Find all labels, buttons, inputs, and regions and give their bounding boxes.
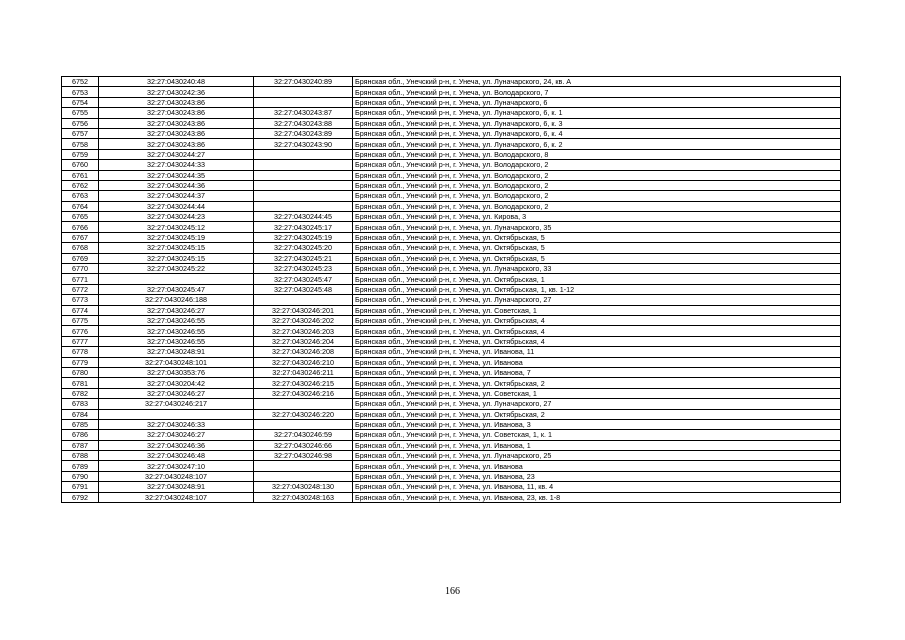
row-number-cell: 6787: [62, 440, 99, 450]
address-cell: Брянская обл., Унечский р-н, г. Унеча, ул. Луначарского, 6, к. 4: [353, 128, 841, 138]
row-number-cell: 6784: [62, 409, 99, 419]
row-number-cell: 6776: [62, 326, 99, 336]
linked-cadastral-number-cell: 32:27:0430243:88: [254, 118, 353, 128]
row-number-cell: 6759: [62, 149, 99, 159]
address-cell: Брянская обл., Унечский р-н, г. Унеча, ул. Володарского, 8: [353, 149, 841, 159]
address-cell: Брянская обл., Унечский р-н, г. Унеча, ул. Октябрьская, 4: [353, 326, 841, 336]
row-number-cell: 6785: [62, 419, 99, 429]
table-row: [62, 482, 841, 492]
address-cell: Брянская обл., Унечский р-н, г. Унеча, ул. Советская, 1: [353, 388, 841, 398]
table-row: [62, 451, 841, 461]
table-row: [62, 253, 841, 263]
cadastral-number-cell: 32:27:0430247:10: [99, 461, 254, 471]
linked-cadastral-number-cell: 32:27:0430245:19: [254, 232, 353, 242]
table-row: [62, 232, 841, 242]
linked-cadastral-number-cell: [254, 170, 353, 180]
row-number-cell: 6766: [62, 222, 99, 232]
cadastral-number-cell: 32:27:0430248:101: [99, 357, 254, 367]
row-number-cell: 6772: [62, 284, 99, 294]
row-number-cell: 6760: [62, 160, 99, 170]
row-number-cell: 6774: [62, 305, 99, 315]
table-row: [62, 191, 841, 201]
linked-cadastral-number-cell: 32:27:0430246:98: [254, 451, 353, 461]
address-cell: Брянская обл., Унечский р-н, г. Унеча, ул. Володарского, 2: [353, 160, 841, 170]
row-number-cell: 6778: [62, 347, 99, 357]
address-cell: Брянская обл., Унечский р-н, г. Унеча, ул. Октябрьская, 1, кв. 1-12: [353, 284, 841, 294]
table-row: [62, 212, 841, 222]
table-row: [62, 97, 841, 107]
cadastral-number-cell: 32:27:0430244:33: [99, 160, 254, 170]
linked-cadastral-number-cell: [254, 399, 353, 409]
row-number-cell: 6762: [62, 180, 99, 190]
table-row: [62, 264, 841, 274]
address-cell: Брянская обл., Унечский р-н, г. Унеча, ул. Володарского, 2: [353, 180, 841, 190]
cadastral-number-cell: 32:27:0430245:19: [99, 232, 254, 242]
address-cell: Брянская обл., Унечский р-н, г. Унеча, ул. Луначарского, 24, кв. А: [353, 77, 841, 87]
table-row: [62, 315, 841, 325]
table-row: [62, 388, 841, 398]
cadastral-number-cell: 32:27:0430240:48: [99, 77, 254, 87]
row-number-cell: 6754: [62, 97, 99, 107]
cadastral-number-cell: 32:27:0430242:36: [99, 87, 254, 97]
cadastral-number-cell: 32:27:0430246:27: [99, 388, 254, 398]
linked-cadastral-number-cell: 32:27:0430246:211: [254, 367, 353, 377]
linked-cadastral-number-cell: 32:27:0430246:201: [254, 305, 353, 315]
linked-cadastral-number-cell: [254, 180, 353, 190]
cadastral-number-cell: 32:27:0430248:91: [99, 482, 254, 492]
address-cell: Брянская обл., Унечский р-н, г. Унеча, ул. Иванова, 11: [353, 347, 841, 357]
table-row: [62, 492, 841, 502]
row-number-cell: 6770: [62, 264, 99, 274]
linked-cadastral-number-cell: 32:27:0430240:89: [254, 77, 353, 87]
page-number: 166: [445, 586, 460, 597]
table-row: [62, 180, 841, 190]
linked-cadastral-number-cell: 32:27:0430246:204: [254, 336, 353, 346]
table-row: [62, 222, 841, 232]
linked-cadastral-number-cell: [254, 87, 353, 97]
row-number-cell: 6769: [62, 253, 99, 263]
cadastral-number-cell: 32:27:0430246:33: [99, 419, 254, 429]
table-row: [62, 419, 841, 429]
cadastral-number-cell: 32:27:0430244:23: [99, 212, 254, 222]
row-number-cell: 6771: [62, 274, 99, 284]
cadastral-number-cell: 32:27:0430246:27: [99, 305, 254, 315]
linked-cadastral-number-cell: 32:27:0430248:130: [254, 482, 353, 492]
cadastral-number-cell: [99, 409, 254, 419]
address-cell: Брянская обл., Унечский р-н, г. Унеча, ул. Иванова: [353, 357, 841, 367]
row-number-cell: 6773: [62, 295, 99, 305]
address-cell: Брянская обл., Унечский р-н, г. Унеча, ул. Октябрьская, 5: [353, 243, 841, 253]
linked-cadastral-number-cell: [254, 160, 353, 170]
address-cell: Брянская обл., Унечский р-н, г. Унеча, ул. Советская, 1: [353, 305, 841, 315]
row-number-cell: 6782: [62, 388, 99, 398]
cadastral-number-cell: 32:27:0430204:42: [99, 378, 254, 388]
address-cell: Брянская обл., Унечский р-н, г. Унеча, ул. Советская, 1, к. 1: [353, 430, 841, 440]
row-number-cell: 6789: [62, 461, 99, 471]
table-row: [62, 336, 841, 346]
address-cell: Брянская обл., Унечский р-н, г. Унеча, ул. Володарского, 2: [353, 201, 841, 211]
linked-cadastral-number-cell: 32:27:0430245:20: [254, 243, 353, 253]
row-number-cell: 6764: [62, 201, 99, 211]
table-row: [62, 378, 841, 388]
linked-cadastral-number-cell: [254, 419, 353, 429]
cadastral-number-cell: 32:27:0430244:44: [99, 201, 254, 211]
registry-table-body: [62, 77, 841, 503]
row-number-cell: 6768: [62, 243, 99, 253]
linked-cadastral-number-cell: 32:27:0430246:220: [254, 409, 353, 419]
cadastral-number-cell: 32:27:0430353:76: [99, 367, 254, 377]
cadastral-number-cell: 32:27:0430246:55: [99, 326, 254, 336]
linked-cadastral-number-cell: [254, 191, 353, 201]
table-row: [62, 440, 841, 450]
cadastral-number-cell: [99, 274, 254, 284]
linked-cadastral-number-cell: 32:27:0430245:23: [254, 264, 353, 274]
row-number-cell: 6755: [62, 108, 99, 118]
address-cell: Брянская обл., Унечский р-н, г. Унеча, ул. Луначарского, 6, к. 3: [353, 118, 841, 128]
address-cell: Брянская обл., Унечский р-н, г. Унеча, ул. Иванова, 1: [353, 440, 841, 450]
cadastral-number-cell: 32:27:0430246:48: [99, 451, 254, 461]
cadastral-number-cell: 32:27:0430245:15: [99, 243, 254, 253]
cadastral-number-cell: 32:27:0430244:36: [99, 180, 254, 190]
address-cell: Брянская обл., Унечский р-н, г. Унеча, ул. Октябрьская, 1: [353, 274, 841, 284]
table-row: [62, 399, 841, 409]
table-row: [62, 201, 841, 211]
table-row: [62, 367, 841, 377]
row-number-cell: 6753: [62, 87, 99, 97]
linked-cadastral-number-cell: 32:27:0430246:203: [254, 326, 353, 336]
address-cell: Брянская обл., Унечский р-н, г. Унеча, ул. Октябрьская, 5: [353, 253, 841, 263]
table-row: [62, 409, 841, 419]
cadastral-number-cell: 32:27:0430244:37: [99, 191, 254, 201]
address-cell: Брянская обл., Унечский р-н, г. Унеча, ул. Володарского, 2: [353, 191, 841, 201]
table-row: [62, 139, 841, 149]
linked-cadastral-number-cell: [254, 295, 353, 305]
row-number-cell: 6777: [62, 336, 99, 346]
address-cell: Брянская обл., Унечский р-н, г. Унеча, ул. Иванова, 3: [353, 419, 841, 429]
table-row: [62, 87, 841, 97]
cadastral-number-cell: 32:27:0430243:86: [99, 128, 254, 138]
address-cell: Брянская обл., Унечский р-н, г. Унеча, ул. Володарского, 7: [353, 87, 841, 97]
linked-cadastral-number-cell: 32:27:0430246:215: [254, 378, 353, 388]
linked-cadastral-number-cell: 32:27:0430243:89: [254, 128, 353, 138]
row-number-cell: 6758: [62, 139, 99, 149]
table-row: [62, 461, 841, 471]
linked-cadastral-number-cell: 32:27:0430246:202: [254, 315, 353, 325]
cadastral-number-cell: 32:27:0430248:107: [99, 492, 254, 502]
linked-cadastral-number-cell: 32:27:0430243:90: [254, 139, 353, 149]
linked-cadastral-number-cell: [254, 471, 353, 481]
table-row: [62, 430, 841, 440]
address-cell: Брянская обл., Унечский р-н, г. Унеча, ул. Луначарского, 6, к. 1: [353, 108, 841, 118]
linked-cadastral-number-cell: 32:27:0430246:210: [254, 357, 353, 367]
table-row: [62, 471, 841, 481]
cadastral-number-cell: 32:27:0430246:36: [99, 440, 254, 450]
cadastral-number-cell: 32:27:0430243:86: [99, 139, 254, 149]
address-cell: Брянская обл., Унечский р-н, г. Унеча, ул. Луначарского, 27: [353, 295, 841, 305]
row-number-cell: 6791: [62, 482, 99, 492]
linked-cadastral-number-cell: 32:27:0430244:45: [254, 212, 353, 222]
table-row: [62, 295, 841, 305]
address-cell: Брянская обл., Унечский р-н, г. Унеча, ул. Октябрьская, 2: [353, 409, 841, 419]
table-row: [62, 243, 841, 253]
row-number-cell: 6775: [62, 315, 99, 325]
row-number-cell: 6788: [62, 451, 99, 461]
row-number-cell: 6779: [62, 357, 99, 367]
row-number-cell: 6781: [62, 378, 99, 388]
address-cell: Брянская обл., Унечский р-н, г. Унеча, ул. Октябрьская, 4: [353, 315, 841, 325]
address-cell: Брянская обл., Унечский р-н, г. Унеча, ул. Кирова, 3: [353, 212, 841, 222]
linked-cadastral-number-cell: [254, 201, 353, 211]
cadastral-number-cell: 32:27:0430243:86: [99, 97, 254, 107]
address-cell: Брянская обл., Унечский р-н, г. Унеча, ул. Иванова, 11, кв. 4: [353, 482, 841, 492]
cadastral-number-cell: 32:27:0430248:107: [99, 471, 254, 481]
table-row: [62, 170, 841, 180]
linked-cadastral-number-cell: 32:27:0430245:47: [254, 274, 353, 284]
cadastral-number-cell: 32:27:0430245:12: [99, 222, 254, 232]
linked-cadastral-number-cell: 32:27:0430246:66: [254, 440, 353, 450]
cadastral-number-cell: 32:27:0430246:55: [99, 315, 254, 325]
table-row: [62, 305, 841, 315]
linked-cadastral-number-cell: 32:27:0430243:87: [254, 108, 353, 118]
row-number-cell: 6752: [62, 77, 99, 87]
table-row: [62, 357, 841, 367]
row-number-cell: 6792: [62, 492, 99, 502]
row-number-cell: 6765: [62, 212, 99, 222]
row-number-cell: 6757: [62, 128, 99, 138]
row-number-cell: 6756: [62, 118, 99, 128]
linked-cadastral-number-cell: 32:27:0430246:59: [254, 430, 353, 440]
cadastral-number-cell: 32:27:0430246:27: [99, 430, 254, 440]
cadastral-number-cell: 32:27:0430246:55: [99, 336, 254, 346]
address-cell: Брянская обл., Унечский р-н, г. Унеча, ул. Луначарского, 33: [353, 264, 841, 274]
address-cell: Брянская обл., Унечский р-н, г. Унеча, ул. Луначарского, 35: [353, 222, 841, 232]
registry-table: [61, 76, 841, 503]
table-row: [62, 77, 841, 87]
address-cell: Брянская обл., Унечский р-н, г. Унеча, ул. Иванова, 23: [353, 471, 841, 481]
cadastral-number-cell: 32:27:0430243:86: [99, 118, 254, 128]
address-cell: Брянская обл., Унечский р-н, г. Унеча, ул. Луначарского, 6, к. 2: [353, 139, 841, 149]
table-row: [62, 274, 841, 284]
cadastral-number-cell: 32:27:0430245:22: [99, 264, 254, 274]
address-cell: Брянская обл., Унечский р-н, г. Унеча, ул. Володарского, 2: [353, 170, 841, 180]
linked-cadastral-number-cell: 32:27:0430246:216: [254, 388, 353, 398]
table-row: [62, 160, 841, 170]
linked-cadastral-number-cell: [254, 461, 353, 471]
linked-cadastral-number-cell: 32:27:0430245:17: [254, 222, 353, 232]
row-number-cell: 6767: [62, 232, 99, 242]
address-cell: Брянская обл., Унечский р-н, г. Унеча, ул. Октябрьская, 2: [353, 378, 841, 388]
linked-cadastral-number-cell: 32:27:0430245:21: [254, 253, 353, 263]
cadastral-number-cell: 32:27:0430244:35: [99, 170, 254, 180]
table-row: [62, 108, 841, 118]
cadastral-number-cell: 32:27:0430246:217: [99, 399, 254, 409]
table-row: [62, 347, 841, 357]
address-cell: Брянская обл., Унечский р-н, г. Унеча, ул. Луначарского, 27: [353, 399, 841, 409]
row-number-cell: 6783: [62, 399, 99, 409]
cadastral-number-cell: 32:27:0430246:188: [99, 295, 254, 305]
table-row: [62, 284, 841, 294]
address-cell: Брянская обл., Унечский р-н, г. Унеча, ул. Октябрьская, 4: [353, 336, 841, 346]
row-number-cell: 6763: [62, 191, 99, 201]
row-number-cell: 6786: [62, 430, 99, 440]
linked-cadastral-number-cell: 32:27:0430246:208: [254, 347, 353, 357]
cadastral-number-cell: 32:27:0430248:91: [99, 347, 254, 357]
linked-cadastral-number-cell: [254, 97, 353, 107]
address-cell: Брянская обл., Унечский р-н, г. Унеча, ул. Октябрьская, 5: [353, 232, 841, 242]
linked-cadastral-number-cell: 32:27:0430245:48: [254, 284, 353, 294]
table-row: [62, 118, 841, 128]
address-cell: Брянская обл., Унечский р-н, г. Унеча, ул. Иванова, 23, кв. 1-8: [353, 492, 841, 502]
address-cell: Брянская обл., Унечский р-н, г. Унеча, ул. Луначарского, 6: [353, 97, 841, 107]
linked-cadastral-number-cell: 32:27:0430248:163: [254, 492, 353, 502]
table-row: [62, 128, 841, 138]
address-cell: Брянская обл., Унечский р-н, г. Унеча, ул. Иванова, 7: [353, 367, 841, 377]
row-number-cell: 6761: [62, 170, 99, 180]
table-row: [62, 149, 841, 159]
address-cell: Брянская обл., Унечский р-н, г. Унеча, ул. Луначарского, 25: [353, 451, 841, 461]
row-number-cell: 6780: [62, 367, 99, 377]
row-number-cell: 6790: [62, 471, 99, 481]
table-row: [62, 326, 841, 336]
cadastral-number-cell: 32:27:0430244:27: [99, 149, 254, 159]
cadastral-number-cell: 32:27:0430243:86: [99, 108, 254, 118]
address-cell: Брянская обл., Унечский р-н, г. Унеча, ул. Иванова: [353, 461, 841, 471]
linked-cadastral-number-cell: [254, 149, 353, 159]
cadastral-number-cell: 32:27:0430245:15: [99, 253, 254, 263]
cadastral-number-cell: 32:27:0430245:47: [99, 284, 254, 294]
